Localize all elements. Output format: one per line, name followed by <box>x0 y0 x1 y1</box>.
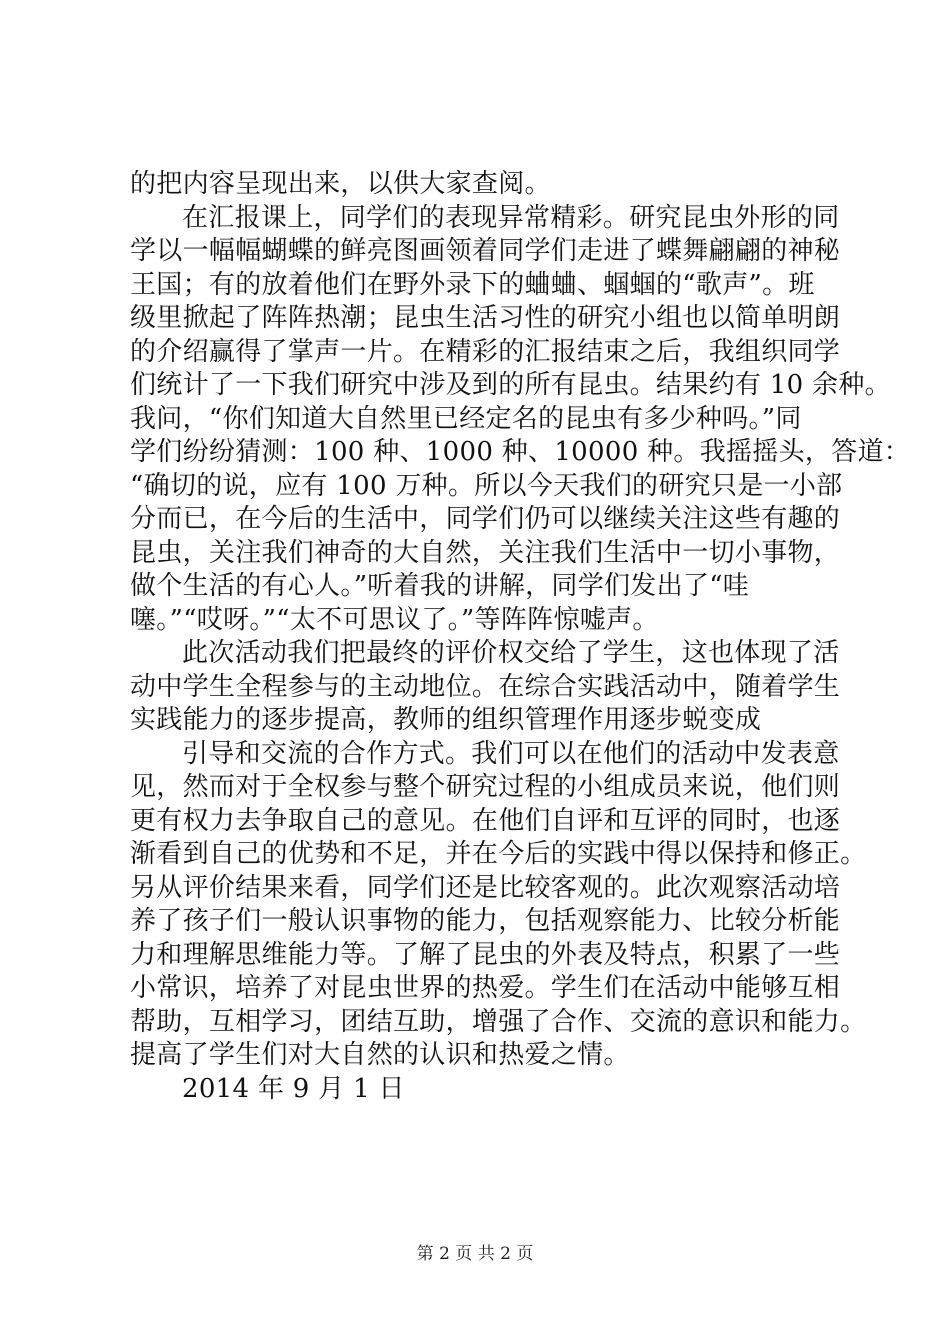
text-line: 学以一幅幅蝴蝶的鲜亮图画领着同学们走进了蝶舞翩翩的神秘 <box>130 236 841 266</box>
document-date: 2014 年 9 月 1 日 <box>182 1073 405 1104</box>
paragraph-start-line: 在汇报课上，同学们的表现异常精彩。研究昆虫外形的同 <box>182 202 840 233</box>
text-line: 力和理解思维能力等。了解了昆虫的外表及特点，积累了一些 <box>130 939 841 970</box>
text-line: 昆虫，关注我们神奇的大自然，关注我们生活中一切小事物， <box>130 537 841 568</box>
text-line: 我问，“你们知道大自然里已经定名的昆虫有多少种吗。”同 <box>130 403 802 434</box>
text-line: 养了孩子们一般认识事物的能力，包括观察能力、比较分析能 <box>130 906 841 936</box>
text-line: 帮助，互相学习，团结互助，增强了合作、交流的意识和能力。 <box>130 1006 867 1037</box>
text-line: 做个生活的有心人。”听着我的讲解，同学们发出了“哇 <box>130 571 750 601</box>
text-line: 们统计了一下我们研究中涉及到的所有昆虫。结果约有 10 余种。 <box>130 370 891 400</box>
text-line: 级里掀起了阵阵热潮；昆虫生活习性的研究小组也以简单明朗 <box>130 303 841 333</box>
page-number-footer: 第 2 页 共 2 页 <box>416 1244 534 1264</box>
text-line: 另从评价结果来看，同学们还是比较客观的。此次观察活动培 <box>130 872 841 903</box>
text-line: 噻。”“哎呀。”“太不可思议了。”等阵阵惊嘘声。 <box>130 604 659 635</box>
text-line: 学们纷纷猜测：100 种、1000 种、10000 种。我摇摇头，答道： <box>130 437 911 467</box>
text-line: 的介绍赢得了掌声一片。在精彩的汇报结束之后，我组织同学 <box>130 336 841 367</box>
text-line: “确切的说，应有 100 万种。所以今天我们的研究只是一小部 <box>130 470 843 501</box>
text-line: 王国；有的放着他们在野外录下的蛐蛐、蝈蝈的“歌声”。班 <box>130 269 815 300</box>
text-line: 提高了学生们对大自然的认识和热爱之情。 <box>130 1040 630 1070</box>
text-line: 的把内容呈现出来，以供大家查阅。 <box>130 169 551 199</box>
document-body <box>130 168 911 1106</box>
text-line: 实践能力的逐步提高，教师的组织管理作用逐步蜕变成 <box>130 705 762 735</box>
text-line: 小常识，培养了对昆虫世界的热爱。学生们在活动中能够互相 <box>130 973 841 1003</box>
text-line: 见，然而对于全权参与整个研究过程的小组成员来说，他们则 <box>130 772 841 802</box>
text-line: 渐看到自己的优势和不足，并在今后的实践中得以保持和修正。 <box>130 839 867 869</box>
text-line: 更有权力去争取自己的意见。在他们自评和互评的同时，也逐 <box>130 805 841 836</box>
text-line: 动中学生全程参与的主动地位。在综合实践活动中，随着学生 <box>130 671 841 702</box>
paragraph-start-line: 引导和交流的合作方式。我们可以在他们的活动中发表意 <box>182 738 840 769</box>
paragraph-start-line: 此次活动我们把最终的评价权交给了学生，这也体现了活 <box>182 638 840 668</box>
text-line: 分而已，在今后的生活中，同学们仍可以继续关注这些有趣的 <box>130 504 841 534</box>
